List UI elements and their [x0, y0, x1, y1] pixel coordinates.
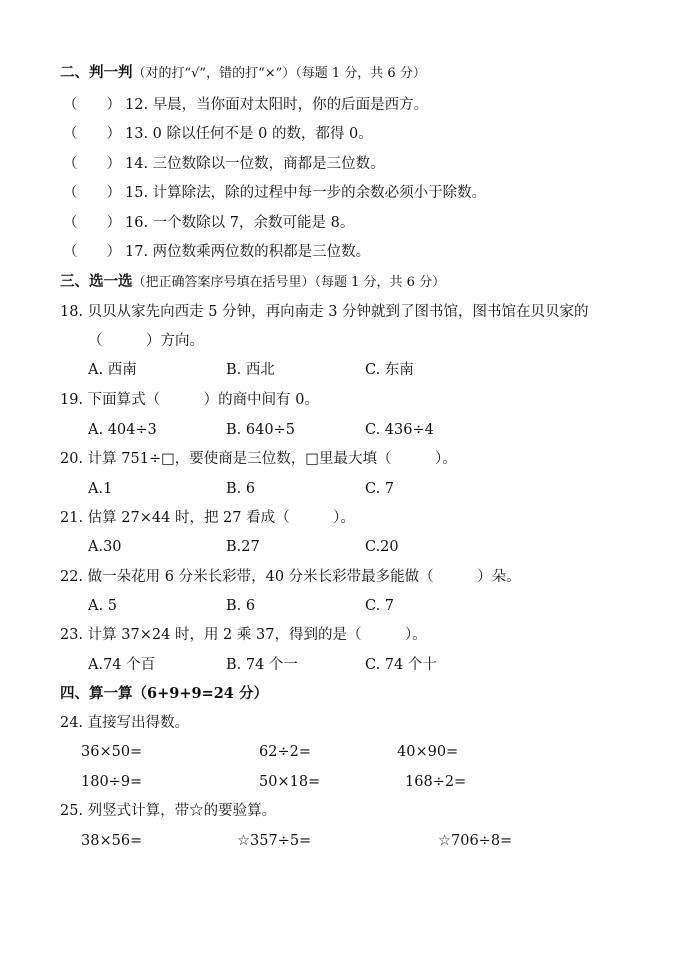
option-a[interactable]: A.74 个百	[88, 657, 156, 673]
question-25: 25. 列竖式计算，带☆的要验算。	[60, 803, 277, 819]
option-c[interactable]: C.20	[365, 539, 399, 555]
section-choose-title: 三、选一选	[60, 273, 133, 290]
option-b[interactable]: B. 6	[226, 481, 256, 497]
calc-item: 40×90=	[397, 744, 459, 760]
option-b[interactable]: B. 6	[226, 598, 256, 614]
answer-blank[interactable]: （ ）	[63, 244, 121, 260]
option-a[interactable]: A.1	[88, 481, 113, 497]
question-24: 24. 直接写出得数。	[60, 715, 190, 731]
answer-blank[interactable]: （ ）	[63, 156, 121, 172]
section-judge-title: 二、判一判	[60, 64, 133, 81]
option-b[interactable]: B. 西北	[226, 362, 275, 378]
option-a[interactable]: A. 5	[88, 598, 117, 614]
judge-item-14	[63, 154, 385, 174]
option-b[interactable]: B. 74 个一	[226, 657, 298, 673]
judge-text: 14. 三位数除以一位数，商都是三位数。	[125, 156, 385, 172]
question-18-line2: （ ）方向。	[88, 333, 204, 349]
answer-blank[interactable]: （ ）	[63, 97, 121, 113]
question-18-line1: 18. 贝贝从家先向西走 5 分钟，再向南走 3 分钟就到了图书馆，图书馆在贝贝家的	[60, 304, 589, 320]
section-choose-heading	[60, 272, 445, 293]
judge-text: 12. 早晨，当你面对太阳时，你的后面是西方。	[125, 97, 429, 113]
judge-item-13	[63, 124, 373, 144]
question-22: 22. 做一朵花用 6 分米长彩带，40 分米长彩带最多能做（ ）朵。	[60, 569, 521, 585]
section-judge-note: （对的打“√”，错的打“×”）（每题 1 分，共 6 分）	[132, 66, 426, 81]
option-a[interactable]: A.30	[88, 539, 122, 555]
calc-item: ☆706÷8=	[438, 833, 513, 849]
calc-item: ☆357÷5=	[237, 833, 312, 849]
calc-item: 50×18=	[259, 774, 321, 790]
section-calc-heading: 四、算一算（6+9+9=24 分）	[60, 685, 268, 702]
question-20: 20. 计算 751÷□，要使商是三位数，□里最大填（ ）。	[60, 451, 457, 467]
judge-text: 13. 0 除以任何不是 0 的数，都得 0。	[125, 126, 373, 142]
calc-item: 180÷9=	[81, 774, 143, 790]
question-21: 21. 估算 27×44 时，把 27 看成（ ）。	[60, 510, 355, 526]
judge-item-16	[63, 213, 354, 233]
answer-blank[interactable]: （ ）	[63, 126, 121, 142]
judge-item-15	[63, 183, 486, 203]
option-c[interactable]: C. 436÷4	[365, 422, 434, 438]
calc-item: 62÷2=	[259, 744, 311, 760]
answer-blank[interactable]: （ ）	[63, 185, 121, 201]
judge-text: 16. 一个数除以 7，余数可能是 8。	[125, 215, 355, 231]
option-b[interactable]: B. 640÷5	[226, 422, 295, 438]
option-b[interactable]: B.27	[226, 539, 260, 555]
option-c[interactable]: C. 7	[365, 598, 395, 614]
calc-item: 36×50=	[81, 744, 143, 760]
calc-item: 38×56=	[81, 833, 143, 849]
question-19: 19. 下面算式（ ）的商中间有 0。	[60, 392, 320, 408]
answer-blank[interactable]: （ ）	[63, 215, 121, 231]
judge-item-17	[63, 242, 370, 262]
section-judge-heading	[60, 63, 426, 84]
question-23: 23. 计算 37×24 时，用 2 乘 37，得到的是（ ）。	[60, 627, 427, 643]
option-c[interactable]: C. 74 个十	[365, 657, 437, 673]
section-choose-note: （把正确答案序号填在括号里）（每题 1 分，共 6 分）	[132, 275, 446, 290]
judge-text: 17. 两位数乘两位数的积都是三位数。	[125, 244, 371, 260]
calc-item: 168÷2=	[405, 774, 467, 790]
judge-text: 15. 计算除法，除的过程中每一步的余数必须小于除数。	[125, 185, 487, 201]
judge-item-12	[63, 95, 428, 115]
option-c[interactable]: C. 东南	[365, 362, 414, 378]
option-c[interactable]: C. 7	[365, 481, 395, 497]
option-a[interactable]: A. 404÷3	[88, 422, 157, 438]
option-a[interactable]: A. 西南	[88, 362, 137, 378]
